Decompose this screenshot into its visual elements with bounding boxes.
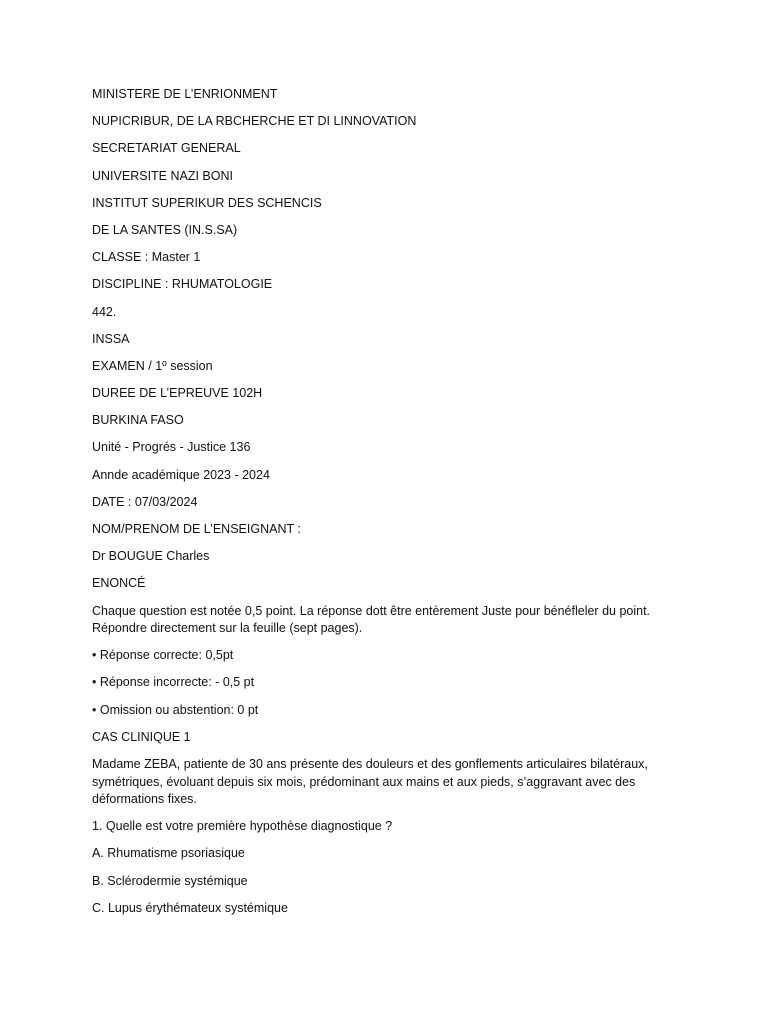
- statement-heading: ENONCÉ: [92, 576, 146, 591]
- exam-duration-line: DUREE DE L’EPREUVE 102H: [92, 386, 263, 401]
- secretariat-line: SECRETARIAT GENERAL: [92, 141, 241, 156]
- country-line: BURKINA FASO: [92, 413, 184, 428]
- scoring-bullet-correct: • Réponse correcte: 0,5pt: [92, 648, 234, 663]
- case-title: CAS CLINIQUE 1: [92, 729, 191, 744]
- university-line: UNIVERSITE NAZI BONI: [92, 168, 233, 183]
- academic-year-line: Annde académique 2023 - 2024: [92, 467, 270, 482]
- exam-session-line: EXAMEN / 1º session: [92, 358, 213, 373]
- teacher-name: Dr BOUGUE Charles: [92, 549, 210, 564]
- ministry-line-2: NUPICRIBUR, DE LA RBCHERCHE ET DI LINNOVATION: [92, 114, 417, 129]
- answer-option-a: A. Rhumatisme psoriasique: [92, 846, 245, 861]
- date-line: DATE : 07/03/2024: [92, 494, 198, 509]
- answer-option-c: C. Lupus érythémateux systémique: [92, 900, 288, 915]
- teacher-label: NOM/PRENOM DE L’ENSEIGNANT :: [92, 522, 301, 536]
- answer-option-b: B. Sclérodermie systémique: [92, 873, 248, 888]
- institute-line-2: DE LA SANTES (IN.S.SA): [92, 222, 238, 237]
- inssa-line: INSSA: [92, 331, 130, 346]
- scoring-bullet-incorrect: • Réponse incorrecte: - 0,5 pt: [92, 675, 255, 690]
- class-line: CLASSE : Master 1: [92, 250, 201, 265]
- question-1: 1. Quelle est votre première hypothèse diagnostique ?: [92, 819, 393, 834]
- ministry-line-1: MINISTERE DE L’ENRIONMENT: [92, 87, 278, 101]
- code-line: 442.: [92, 304, 117, 319]
- scoring-bullet-omission: • Omission ou abstention: 0 pt: [92, 702, 259, 717]
- statement-instructions: Chaque question est notée 0,5 point. La réponse dott être entèrement Juste pour bénéfleler du point. Répondre directement sur la feuille (sept pages).: [92, 603, 651, 636]
- motto-line: Unité - Progrés - Justice 136: [92, 440, 251, 455]
- case-description: Madame ZEBA, patiente de 30 ans présente des douleurs et des gonflements articulaires bilatéraux, symétriques, évoluant depuis six mois, prédominant aux mains et aux pieds, s’aggravant avec des déformations fixes.: [92, 757, 648, 806]
- document-body: [92, 86, 682, 927]
- discipline-line: DISCIPLINE : RHUMATOLOGIE: [92, 277, 273, 292]
- institute-line-1: INSTITUT SUPERIKUR DES SCHENCIS: [92, 195, 322, 210]
